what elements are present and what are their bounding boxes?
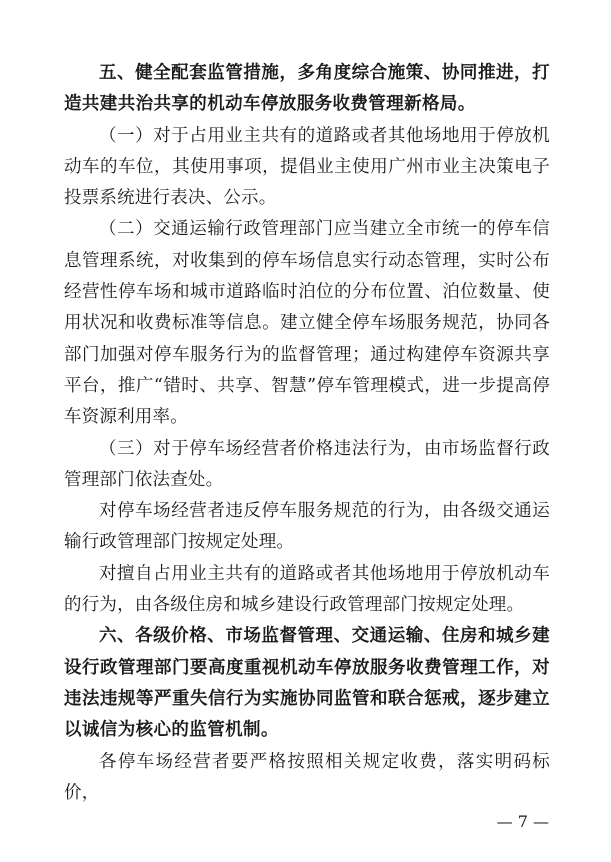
unauthorized-occupation-paragraph: 对擅自占用业主共有的道路或者其他场地用于停放机动车的行为，由各级住房和城乡建设行政管理部门按规定处理。: [64, 563, 550, 616]
item-one-paragraph: （一）对于占用业主共有的道路或者其他场地用于停放机动车的车位，其使用事项，提倡业主使用广州市业主决策电子投票系统进行表决、公示。: [64, 125, 550, 209]
page-number: — 7 —: [496, 812, 549, 831]
document-page: [64, 58, 550, 809]
item-three-paragraph: （三）对于停车场经营者价格违法行为，由市场监督行政管理部门依法查处。: [64, 438, 550, 490]
service-violation-paragraph: 对停车场经营者违反停车服务规范的行为，由各级交通运输行政管理部门按规定处理。: [64, 501, 550, 553]
item-two-paragraph: （二）交通运输行政管理部门应当建立全市统一的停车信息管理系统，对收集到的停车场信息实行动态管理，实时公布经营性停车场和城市道路临时泊位的分布位置、泊位数量、使用状况和收费标准等信息。建立健全停车场服务规范，协同各部门加强对停车服务行为的监督管理；通过构建停车资源共享平台，推广“错时、共享、智慧”停车管理模式，进一步提高停车资源利用率。: [64, 219, 550, 428]
operator-requirement-paragraph: 各停车场经营者要严格按照相关规定收费，落实明码标价，: [64, 751, 550, 803]
section-six-heading: 六、各级价格、市场监督管理、交通运输、住房和城乡建设行政管理部门要高度重视机动车停放服务收费管理工作，对违法违规等严重失信行为实施协同监管和联合惩戒，逐步建立以诚信为核心的监管机制。: [64, 626, 550, 741]
section-five-heading: 五、健全配套监管措施，多角度综合施策、协同推进，打造共建共治共享的机动车停放服务收费管理新格局。: [64, 63, 550, 115]
